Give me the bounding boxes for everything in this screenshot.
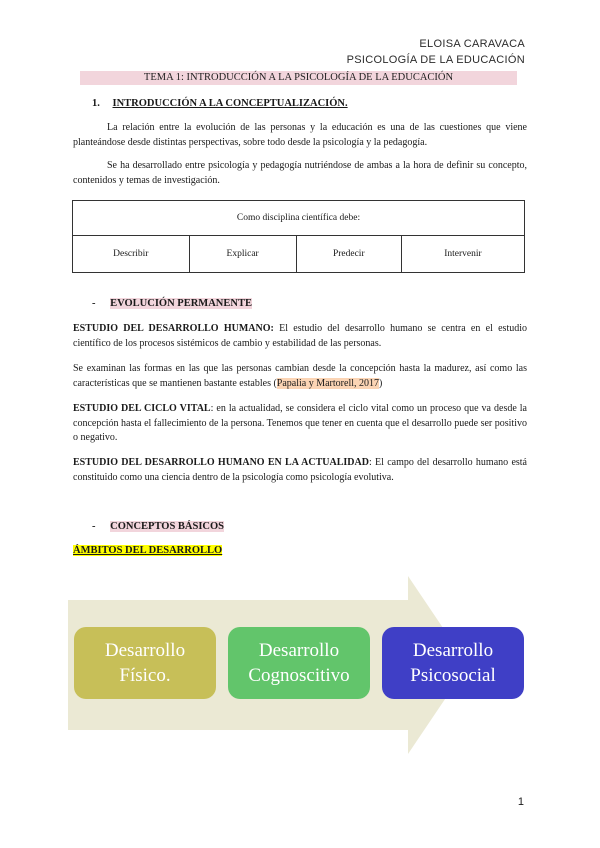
capabilities-table: [72, 200, 525, 273]
diagram-box-fisico: [74, 627, 216, 699]
table-cell-describir: Describir: [73, 236, 190, 273]
section1-heading: [92, 97, 348, 111]
diagram-box-cognoscitivo: [228, 627, 370, 699]
box-fisico-line2: Físico.: [119, 665, 171, 686]
p1-label: ESTUDIO DEL DESARROLLO HUMANO:: [73, 323, 274, 334]
topic-title: TEMA 1: INTRODUCCIÓN A LA PSICOLOGÍA DE LA EDUCACIÓN: [80, 71, 517, 85]
header-author: ELOISA CARAVACA: [419, 38, 525, 50]
section1-paragraph-2: Se ha desarrollado entre psicología y pedagogía nutriéndose de ambas a la hora de definir su concepto, contenidos y temas de investigación.: [73, 160, 527, 186]
box-cognoscitivo-line1: Desarrollo: [258, 640, 340, 661]
p2-citation: Papalia y Martorell, 2017: [276, 377, 379, 389]
section1-paragraph-1: La relación entre la evolución de las personas y la educación es una de las cuestiones que viene planteándose desde distintas perspectivas, sobre todo desde la psicología y la pedagogía.: [73, 122, 527, 148]
section2-paragraph-4: [73, 456, 527, 485]
section3-subheading: [73, 544, 222, 558]
section3-heading: [92, 520, 224, 534]
p4-text: : El campo del desarrollo humano está constituido como una ciencia dentro de la psicología como psicología evolutiva.: [73, 457, 527, 483]
section2-bullet: -: [92, 298, 96, 309]
section1-number: 1.: [92, 98, 100, 109]
box-psicosocial-line2: Psicosocial: [410, 665, 496, 686]
table-cell-intervenir: Intervenir: [401, 236, 524, 273]
table-cell-predecir: Predecir: [296, 236, 401, 273]
diagram-box-psicosocial: [382, 627, 524, 699]
p3-label: ESTUDIO DEL CICLO VITAL: [73, 403, 211, 414]
p2-text: Se examinan las formas en las que las personas cambian desde la concepción hasta la madurez, así como las características que se mantienen bastante estables (: [73, 363, 527, 389]
box-cognoscitivo-line2: Cognoscitivo: [248, 665, 350, 686]
section3-title: CONCEPTOS BÁSICOS: [110, 521, 225, 532]
table-cell-explicar: Explicar: [189, 236, 296, 273]
section2-heading: [92, 297, 252, 311]
section2-paragraph-2: [73, 362, 527, 391]
p1-text: El estudio del desarrollo humano se centra en el estudio científico de los procesos sistémicos de cambio y estabilidad de las personas.: [73, 323, 528, 349]
development-areas-diagram: [68, 576, 531, 754]
section1-title: INTRODUCCIÓN A LA CONCEPTUALIZACIÓN.: [112, 98, 348, 109]
p4-label: ESTUDIO DEL DESARROLLO HUMANO EN LA ACTUALIDAD: [73, 457, 369, 468]
section2-paragraph-1: [73, 322, 527, 351]
capabilities-table-header: Como disciplina científica debe:: [73, 201, 525, 236]
page-number: 1: [517, 796, 524, 808]
subheading-text: ÁMBITOS DEL DESARROLLO: [73, 545, 223, 556]
p2-end: ): [379, 377, 383, 389]
box-psicosocial-line1: Desarrollo: [412, 640, 494, 661]
section2-paragraph-3: [73, 402, 527, 446]
section3-bullet: -: [92, 521, 96, 532]
box-fisico-line1: Desarrollo: [104, 640, 186, 661]
header-subject: PSICOLOGÍA DE LA EDUCACIÓN: [346, 54, 525, 66]
section2-title: EVOLUCIÓN PERMANENTE: [110, 298, 252, 309]
p3-text: : en la actualidad, se considera el ciclo vital como un proceso que va desde la concepción hasta el fallecimiento de la persona. Tenemos que tener en cuenta que el desarrollo puede ser positivo o negativo.: [73, 403, 527, 443]
